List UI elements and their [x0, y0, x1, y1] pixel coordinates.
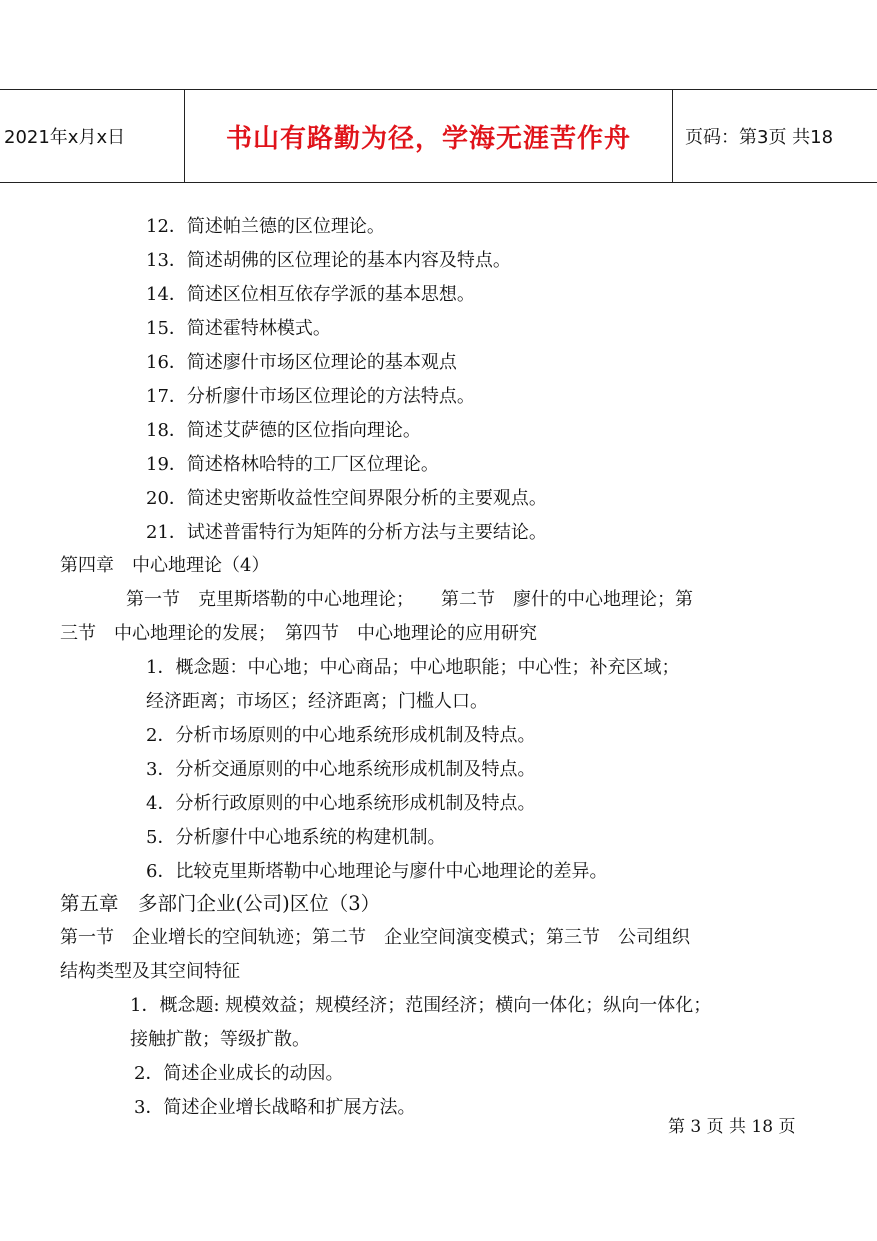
question-item-continuation: 接触扩散；等级扩散。 [130, 1029, 310, 1050]
header-date: 2021年x月x日 [4, 127, 126, 148]
chapter-heading: 第四章 中心地理论（4） [60, 555, 270, 576]
section-list: 第一节 企业增长的空间轨迹；第二节 企业空间演变模式；第三节 公司组织 [60, 927, 690, 948]
question-item: 19．简述格林哈特的工厂区位理论。 [146, 454, 439, 475]
section-list: 三节 中心地理论的发展； 第四节 中心地理论的应用研究 [60, 623, 537, 644]
question-item: 4．分析行政原则的中心地系统形成机制及特点。 [146, 793, 536, 814]
question-item: 2．简述企业成长的动因。 [134, 1063, 344, 1084]
question-item: 1．概念题：中心地；中心商品；中心地职能；中心性；补充区域； [146, 657, 680, 678]
section-list: 结构类型及其空间特征 [60, 961, 240, 982]
chapter-heading: 第五章 多部门企业(公司)区位（3） [60, 892, 381, 915]
header-page-label: 页码：第3页 共18 [685, 127, 834, 148]
question-item: 15．简述霍特林模式。 [146, 318, 331, 339]
question-item: 12．简述帕兰德的区位理论。 [146, 216, 385, 237]
question-item: 13．简述胡佛的区位理论的基本内容及特点。 [146, 250, 511, 271]
question-item: 6．比较克里斯塔勒中心地理论与廖什中心地理论的差异。 [146, 861, 608, 882]
question-item: 17．分析廖什市场区位理论的方法特点。 [146, 386, 475, 407]
question-item: 20．简述史密斯收益性空间界限分析的主要观点。 [146, 488, 547, 509]
page-header [0, 89, 877, 183]
header-motto: 书山有路勤为径，学海无涯苦作舟 [225, 123, 631, 154]
section-list: 第一节 克里斯塔勒的中心地理论； 第二节 廖什的中心地理论；第 [126, 589, 693, 610]
question-item: 1．概念题: 规模效益；规模经济；范围经济；横向一体化；纵向一体化； [130, 995, 712, 1016]
question-item: 14．简述区位相互依存学派的基本思想。 [146, 284, 475, 305]
question-item: 2．分析市场原则的中心地系统形成机制及特点。 [146, 725, 536, 746]
question-item: 21．试述普雷特行为矩阵的分析方法与主要结论。 [146, 522, 547, 543]
question-item: 3．简述企业增长战略和扩展方法。 [134, 1097, 416, 1118]
question-item: 18．简述艾萨德的区位指向理论。 [146, 420, 421, 441]
page-footer: 第 3 页 共 18 页 [668, 1117, 796, 1137]
question-item: 3．分析交通原则的中心地系统形成机制及特点。 [146, 759, 536, 780]
question-item: 5．分析廖什中心地系统的构建机制。 [146, 827, 446, 848]
question-item-continuation: 经济距离；市场区；经济距离；门槛人口。 [146, 691, 488, 712]
question-item: 16．简述廖什市场区位理论的基本观点 [146, 352, 457, 373]
